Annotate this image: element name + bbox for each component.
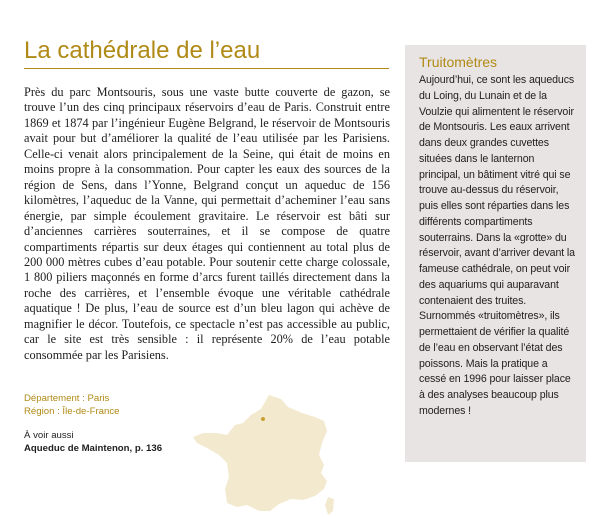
corsica-outline [325, 497, 334, 515]
location-info [24, 393, 119, 418]
see-also-label: À voir aussi [24, 430, 74, 441]
paris-marker [261, 417, 265, 421]
sidebar-box [405, 45, 586, 462]
see-also-reference: Aqueduc de Maintenon, p. 136 [24, 442, 163, 454]
page-title: La cathédrale de l’eau [24, 37, 261, 64]
sidebar-text: Aujourd’hui, ce sont les aqueducs du Loing, du Lunain et de la Voulzie qui alimentent le réservoir de Montsouris. Les eaux arrivent dans deux grandes cuvettes situées dans le lanternon principal, un bâtiment vitré qui se trouve au-dessus du réservoir, puis elles sont réparties dans les différents compartiments souterrains. Dans la «grotte» du réservoir, avant d’arriver devant la fameuse cathédrale, on peut voir des aquariums qui auparavant contenaient des truites. Surnommés «truitomètres», ils permettaient de vérifier la qualité de l’eau en observant l’état des poissons. Mais la pratique a cessé en 1996 pour laisser place à des analyses beaucoup plus modernes ! [419, 74, 575, 417]
see-also [24, 430, 162, 455]
france-map-icon [191, 393, 337, 517]
sidebar-title: Truitomètres [419, 54, 498, 70]
department-label: Département : Paris [24, 393, 110, 404]
france-outline [193, 395, 327, 511]
title-divider [24, 68, 389, 69]
article-body: Près du parc Montsouris, sous une vaste butte couverte de gazon, se trouve l’un des cinq principaux réservoirs d’eau de Paris. Construit entre 1869 et 1874 par l’ingénieur Eugène Belgrand, le réservoir de Montsouris avait pour but d’améliorer la qualité de l’eau utilisée par les Parisiens. Celle-ci venait alors principalement de la Seine, qui était de moins en moins propre à la consommation. Pour capter les eaux des sources de la région de Sens, dans l’Yonne, Belgrand conçut un aqueduc de 156 kilomètres, l’aqueduc de la Vanne, qui permettait d’acheminer l’eau sans énergie, par simple écoulement gravitaire. Le réservoir est bâti sur d’anciennes carrières souterraines, et il se compose de quatre compartiments répartis sur deux étages qui contiennent au total plus de 200 000 mètres cubes d’eau potable. Pour soutenir cette charge colossale, 1 800 piliers maçonnés en forme d’arcs furent taillés directement dans la roche des carrières, et l’ensemble évoque une véritable cathédrale aquatique ! De plus, l’eau de source est d’un bleu lagon qui achève de magnifier le décor. Toutefois, ce spectacle n’est pas accessible au public, car le site est très sensible : il représente 20% de l’eau potable consommée par les Parisiens. [24, 85, 390, 362]
region-label: Région : Île-de-France [24, 405, 120, 417]
